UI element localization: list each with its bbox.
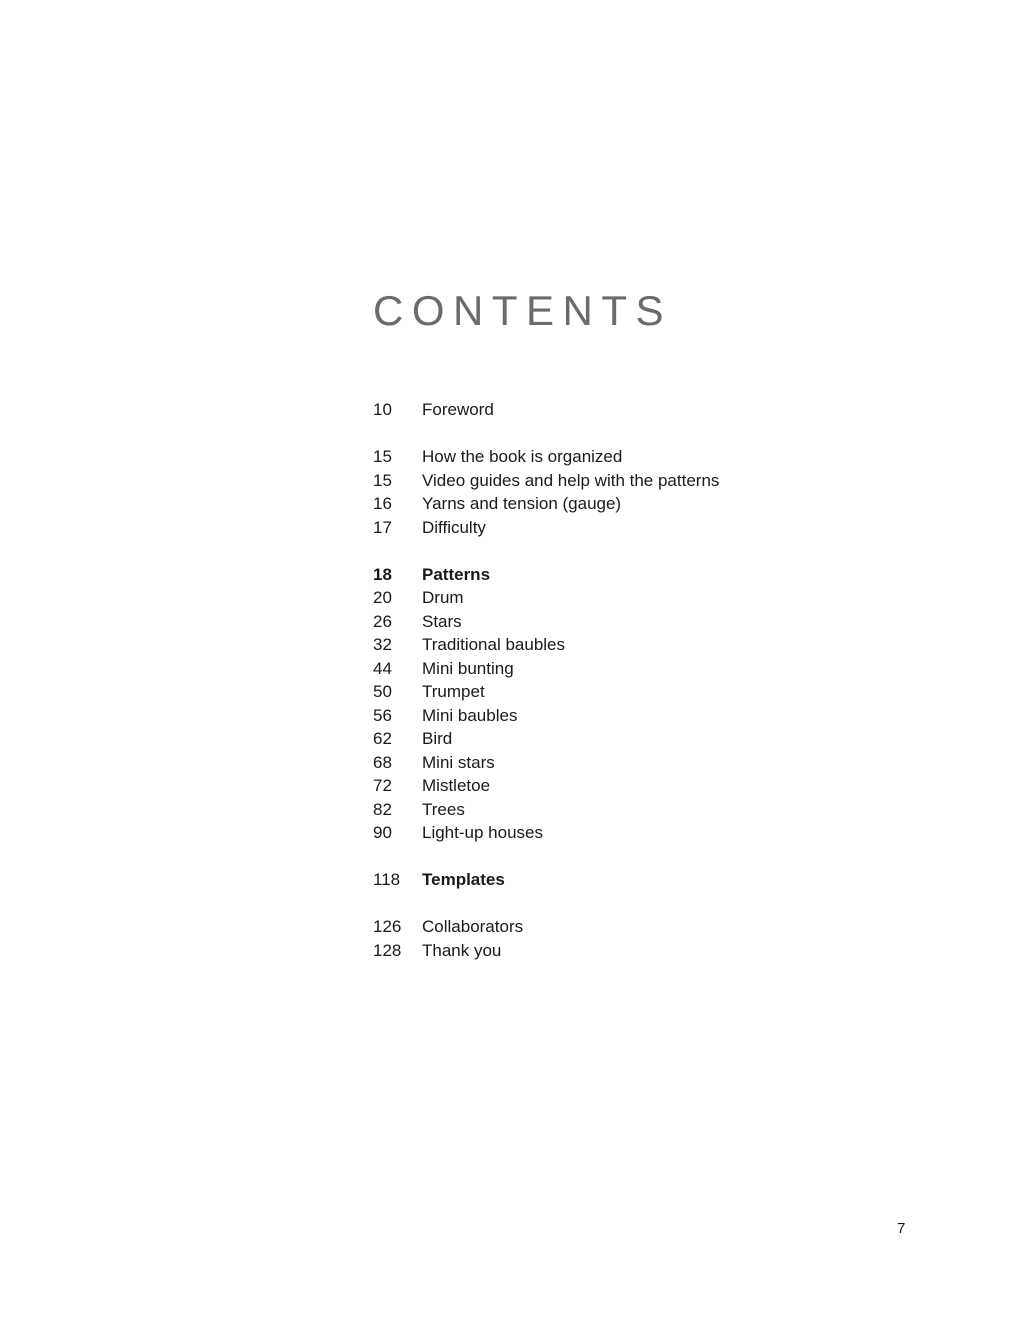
toc-entry-label: Foreword: [422, 400, 494, 419]
toc-entry-label: Mini bunting: [422, 658, 514, 678]
toc-page-number: 118: [373, 870, 401, 889]
toc-entry-label: Stars: [422, 611, 462, 631]
toc-entry-label: How the book is organized: [422, 447, 623, 466]
toc-page-number: 50: [373, 682, 392, 701]
table-of-contents: [373, 398, 873, 986]
toc-entry-label: Trumpet: [422, 682, 485, 701]
toc-page-number: 72: [373, 776, 392, 795]
toc-page-number: 32: [373, 635, 392, 654]
toc-page-number: 20: [373, 588, 392, 607]
toc-entry-label: Templates: [422, 870, 505, 889]
toc-entry-label: Patterns: [422, 564, 491, 584]
toc-entry-label: Mistletoe: [422, 776, 491, 795]
toc-section-heading-templates[interactable]: [373, 868, 873, 892]
toc-page-number: 15: [373, 447, 392, 466]
toc-entry-label: Bird: [422, 729, 453, 748]
toc-entry-label: Difficulty: [422, 517, 486, 537]
toc-entry-label: Trees: [422, 799, 465, 819]
toc-entry-traditional-baubles[interactable]: [373, 633, 873, 657]
toc-group-templates: [373, 868, 873, 892]
toc-page-number: 44: [373, 658, 392, 678]
toc-entry-bird[interactable]: [373, 727, 873, 751]
toc-entry-mistletoe[interactable]: [373, 774, 873, 798]
page-title: CONTENTS: [373, 287, 672, 334]
toc-group-intro: [373, 398, 873, 422]
toc-entry-how-the-book-is-organized[interactable]: [373, 445, 873, 469]
toc-entry-label: Video guides and help with the patterns: [422, 470, 720, 490]
toc-page-number: 68: [373, 752, 392, 772]
toc-entry-yarns-and-tension[interactable]: [373, 492, 873, 516]
toc-page-number: 10: [373, 400, 392, 419]
toc-entry-mini-stars[interactable]: [373, 751, 873, 775]
toc-entry-label: Traditional baubles: [422, 635, 566, 654]
toc-page-number: 62: [373, 729, 392, 748]
folio-page-number: 7: [897, 1220, 906, 1237]
toc-page-number: 18: [373, 564, 392, 584]
toc-entry-thank-you[interactable]: [373, 939, 873, 963]
toc-page-number: 17: [373, 517, 392, 537]
toc-page-number: 15: [373, 470, 392, 490]
toc-entry-label: Mini stars: [422, 752, 495, 772]
toc-entry-label: Thank you: [422, 940, 502, 960]
toc-page-number: 82: [373, 799, 392, 819]
toc-entry-trees[interactable]: [373, 798, 873, 822]
toc-entry-label: Collaborators: [422, 917, 524, 936]
toc-page-number: 128: [373, 940, 402, 960]
toc-section-heading-patterns[interactable]: [373, 563, 873, 587]
toc-entry-stars[interactable]: [373, 610, 873, 634]
toc-page-number: 90: [373, 823, 392, 842]
toc-entry-collaborators[interactable]: [373, 915, 873, 939]
toc-page-number: 56: [373, 705, 392, 725]
toc-entry-trumpet[interactable]: [373, 680, 873, 704]
toc-group-guide: [373, 445, 873, 539]
toc-entry-foreword[interactable]: [373, 398, 873, 422]
toc-entry-drum[interactable]: [373, 586, 873, 610]
toc-entry-difficulty[interactable]: [373, 516, 873, 540]
toc-page-number: 26: [373, 611, 392, 631]
toc-group-patterns: [373, 563, 873, 845]
toc-entry-label: Mini baubles: [422, 705, 518, 725]
toc-entry-light-up-houses[interactable]: [373, 821, 873, 845]
toc-entry-mini-bunting[interactable]: [373, 657, 873, 681]
toc-group-back-matter: [373, 915, 873, 962]
toc-entry-label: Yarns and tension (gauge): [422, 494, 622, 513]
toc-entry-label: Light-up houses: [422, 823, 543, 842]
toc-entry-mini-baubles[interactable]: [373, 704, 873, 728]
toc-page-number: 16: [373, 494, 392, 513]
toc-entry-label: Drum: [422, 588, 464, 607]
toc-page-number: 126: [373, 917, 402, 936]
toc-entry-video-guides[interactable]: [373, 469, 873, 493]
